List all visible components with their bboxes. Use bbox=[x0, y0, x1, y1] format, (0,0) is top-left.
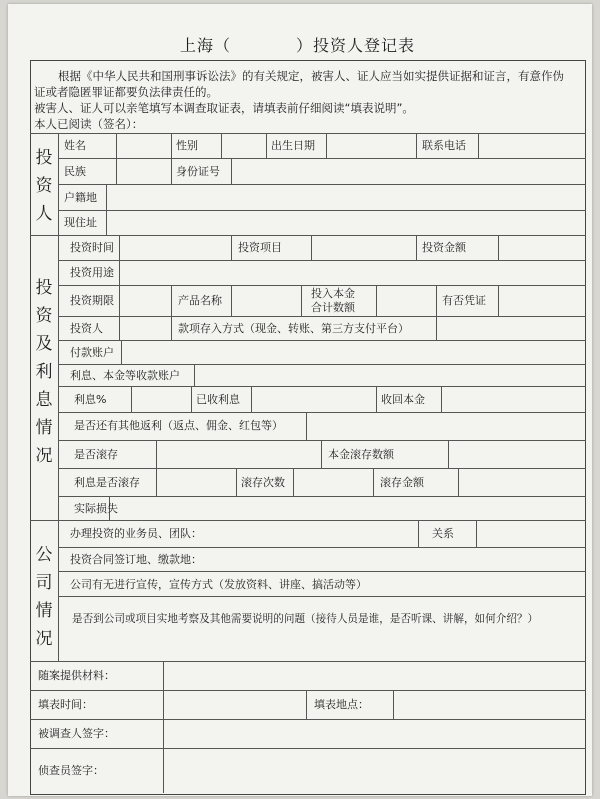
label-ethnicity: 民族 bbox=[64, 165, 86, 178]
label-actual-loss: 实际损失 bbox=[74, 502, 118, 515]
label-principal-recovered: 收回本金 bbox=[381, 393, 425, 406]
rule bbox=[251, 386, 252, 412]
label-principal-total-l1: 投入本金 bbox=[311, 287, 355, 300]
rule bbox=[58, 412, 586, 413]
label-rollover: 是否滚存 bbox=[74, 448, 118, 461]
rule-investor-bottom bbox=[30, 235, 586, 236]
rule bbox=[58, 184, 586, 185]
rule bbox=[58, 158, 586, 159]
registration-form-paper bbox=[8, 4, 592, 796]
rule bbox=[498, 285, 499, 316]
rule bbox=[376, 285, 377, 316]
rule bbox=[163, 661, 164, 793]
rule bbox=[58, 260, 586, 261]
rule bbox=[416, 133, 417, 158]
rule bbox=[221, 133, 222, 158]
label-other-rebates: 是否还有其他返利（返点、佣金、红包等） bbox=[74, 419, 283, 432]
label-site-visit: 是否到公司或项目实地考察及其他需要说明的问题（接待人员是谁，是否听课、讲解，如何介绍？） bbox=[72, 613, 539, 625]
form-title: ）投资人登记表 bbox=[296, 36, 416, 55]
rule bbox=[58, 386, 586, 387]
rule bbox=[58, 547, 586, 548]
label-principal-rollover-amount: 本金滚存数额 bbox=[328, 448, 394, 461]
section-label-investor: 投资人 bbox=[35, 148, 53, 224]
rule bbox=[171, 285, 172, 316]
rule-investment-bottom bbox=[30, 520, 586, 521]
rule bbox=[231, 235, 232, 260]
label-fill-place: 填表地点： bbox=[314, 698, 369, 711]
label-product-name: 产品名称 bbox=[178, 294, 222, 307]
section-column-divider bbox=[58, 133, 59, 661]
label-investment-term: 投资期限 bbox=[70, 294, 114, 307]
label-fill-time: 填表时间： bbox=[38, 698, 93, 711]
label-rollover-amount: 滚存金额 bbox=[380, 476, 424, 489]
label-phone: 联系电话 bbox=[422, 139, 466, 152]
rule bbox=[306, 412, 307, 440]
label-relation: 关系 bbox=[432, 527, 454, 540]
rule bbox=[30, 719, 586, 720]
label-investment-amount: 投资金额 bbox=[422, 241, 466, 254]
rule bbox=[58, 571, 586, 572]
rule bbox=[121, 340, 122, 364]
rule bbox=[311, 235, 312, 260]
rule bbox=[58, 340, 586, 341]
label-birth-date: 出生日期 bbox=[271, 139, 315, 152]
notice-line-3: 被害人、证人可以亲笔填写本调查取证表，请填表前仔细阅读“填表说明”。 bbox=[34, 101, 414, 115]
rule bbox=[458, 468, 459, 496]
rule bbox=[58, 316, 586, 317]
rule bbox=[301, 285, 302, 316]
rule bbox=[326, 133, 327, 158]
rule-company-bottom bbox=[30, 661, 586, 662]
label-sales-agent: 办理投资的业务员、团队： bbox=[70, 527, 202, 540]
rule bbox=[106, 184, 107, 235]
rule bbox=[119, 285, 120, 316]
rule bbox=[30, 748, 586, 749]
rule bbox=[498, 235, 499, 260]
rule bbox=[58, 210, 586, 211]
rule bbox=[436, 285, 437, 316]
label-address: 现住址 bbox=[64, 216, 97, 229]
label-investor: 投资人 bbox=[70, 322, 103, 335]
label-name: 姓名 bbox=[64, 139, 86, 152]
rule bbox=[30, 690, 586, 691]
rule bbox=[418, 520, 419, 547]
rule bbox=[119, 235, 120, 260]
label-gender: 性别 bbox=[176, 139, 198, 152]
rule bbox=[58, 285, 586, 286]
rule bbox=[156, 440, 157, 468]
rule bbox=[231, 158, 232, 184]
label-principal-total-l2: 合计数额 bbox=[311, 301, 355, 314]
rule bbox=[116, 133, 117, 184]
label-has-voucher: 有否凭证 bbox=[442, 294, 486, 307]
label-respondent-signature: 被调查人签字： bbox=[38, 727, 115, 740]
label-investigator-signature: 侦查员签字： bbox=[38, 764, 104, 777]
rule-notice-bottom bbox=[30, 133, 586, 134]
rule bbox=[119, 260, 120, 285]
label-interest-received: 已收利息 bbox=[196, 393, 240, 406]
rule bbox=[306, 690, 307, 719]
rule bbox=[293, 468, 294, 496]
rule bbox=[476, 520, 477, 547]
rule bbox=[58, 596, 586, 597]
label-materials: 随案提供材料： bbox=[38, 669, 115, 682]
rule bbox=[436, 316, 437, 340]
rule bbox=[373, 468, 374, 496]
label-payment-account: 付款账户 bbox=[70, 346, 114, 359]
rule bbox=[191, 386, 192, 412]
read-signature-label: 本人已阅读（签名）： bbox=[34, 117, 144, 131]
rule bbox=[231, 285, 232, 316]
label-interest-rollover: 利息是否滚存 bbox=[74, 476, 140, 489]
rule bbox=[58, 468, 586, 469]
rule bbox=[131, 386, 132, 412]
section-label-company: 公司情况 bbox=[35, 545, 53, 649]
rule bbox=[236, 468, 237, 496]
rule bbox=[194, 364, 195, 386]
rule bbox=[416, 235, 417, 260]
notice-line-2: 证或者隐匿罪证都要负法律责任的。 bbox=[34, 85, 218, 99]
rule bbox=[266, 133, 267, 158]
label-investment-project: 投资项目 bbox=[238, 241, 282, 254]
rule bbox=[171, 133, 172, 184]
rule bbox=[119, 316, 120, 340]
label-investment-purpose: 投资用途 bbox=[70, 266, 114, 279]
label-receiving-account: 利息、本金等收款账户 bbox=[70, 369, 180, 382]
label-rollover-times: 滚存次数 bbox=[241, 476, 285, 489]
rule bbox=[321, 440, 322, 468]
rule bbox=[156, 468, 157, 496]
label-deposit-method: 款项存入方式（现金、转账、第三方支付平台） bbox=[178, 322, 409, 335]
rule bbox=[58, 496, 586, 497]
label-investment-time: 投资时间 bbox=[70, 241, 114, 254]
notice-line-1: 根据《中华人民共和国刑事诉讼法》的有关规定，被害人、证人应当如实提供证据和证言，有意作伪 bbox=[58, 69, 564, 83]
rule bbox=[376, 386, 377, 412]
rule bbox=[448, 440, 449, 468]
rule bbox=[58, 364, 586, 365]
section-label-investment: 投资及利息情况 bbox=[35, 278, 53, 466]
rule bbox=[441, 386, 442, 412]
label-household: 户籍地 bbox=[64, 191, 97, 204]
label-id-number: 身份证号 bbox=[176, 165, 220, 178]
rule bbox=[478, 133, 479, 158]
label-interest-rate: 利息% bbox=[74, 393, 107, 406]
label-contract-place: 投资合同签订地、缴款地： bbox=[70, 553, 202, 566]
form-title-prefix: 上海（ bbox=[180, 36, 232, 55]
label-promotion-method: 公司有无进行宣传，宣传方式（发放资料、讲座、搞活动等） bbox=[70, 578, 367, 591]
rule bbox=[58, 440, 586, 441]
rule bbox=[393, 690, 394, 719]
rule bbox=[171, 316, 172, 340]
